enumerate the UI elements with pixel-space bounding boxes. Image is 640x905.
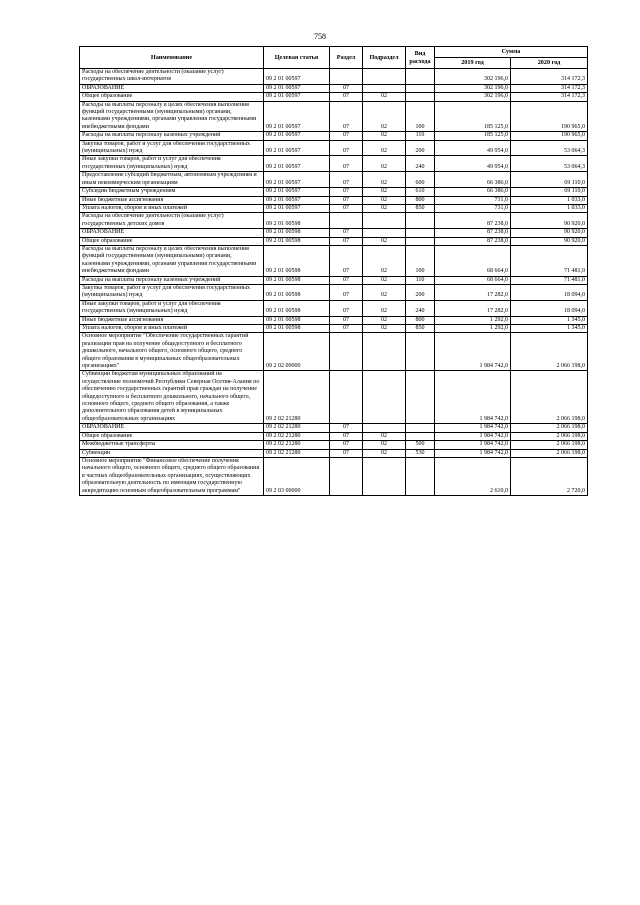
row-sum-2019: 49 954,0: [435, 156, 511, 172]
row-section: 07: [330, 93, 363, 101]
row-target: 09 2 02 21280: [264, 449, 330, 457]
row-subsection: 02: [363, 132, 406, 140]
row-name-text: Иные бюджетные ассигнования: [82, 196, 164, 203]
row-sum-2019: 1 292,0: [435, 325, 511, 333]
row-name: [80, 132, 264, 140]
row-name: [80, 457, 264, 495]
row-target: 09 2 01 00598: [264, 237, 330, 245]
table-row: [80, 188, 588, 196]
row-sum-2020: 190 965,0: [511, 132, 588, 140]
row-sum-2020: 2 066 198,0: [511, 424, 588, 432]
row-name: [80, 69, 264, 85]
row-sum-2019: 66 386,0: [435, 188, 511, 196]
row-sum-2019: 1 984 742,0: [435, 441, 511, 449]
col-header-year-2019: 2019 год: [435, 58, 511, 69]
table-header: [80, 47, 588, 69]
row-expense-type: 100: [406, 101, 435, 132]
row-name: [80, 449, 264, 457]
row-sum-2019: 2 610,0: [435, 457, 511, 495]
row-sum-2020: 18 094,0: [511, 300, 588, 316]
row-expense-type: 100: [406, 245, 435, 276]
row-subsection: [363, 69, 406, 85]
table-row: [80, 316, 588, 324]
row-target: 09 2 01 00598: [264, 245, 330, 276]
row-target: 09 2 01 00597: [264, 84, 330, 92]
row-sum-2020: 314 172,3: [511, 69, 588, 85]
table-row: [80, 325, 588, 333]
row-sum-2019: 17 282,0: [435, 300, 511, 316]
row-subsection: [363, 229, 406, 237]
row-subsection: 02: [363, 432, 406, 440]
row-section: 07: [330, 84, 363, 92]
row-name: [80, 371, 264, 424]
row-target: 09 2 02 21280: [264, 441, 330, 449]
row-section: 07: [330, 449, 363, 457]
row-subsection: 02: [363, 284, 406, 300]
row-target: 09 2 01 00597: [264, 140, 330, 156]
row-name-text: Иные бюджетные ассигнования: [82, 316, 164, 323]
table-row: [80, 424, 588, 432]
row-expense-type: 110: [406, 276, 435, 284]
row-section: 07: [330, 188, 363, 196]
row-target: 09 2 01 00598: [264, 276, 330, 284]
row-target: 09 2 02 21280: [264, 424, 330, 432]
row-target: 09 2 02 21280: [264, 432, 330, 440]
row-expense-type: [406, 229, 435, 237]
row-subsection: [363, 213, 406, 229]
row-expense-type: 240: [406, 300, 435, 316]
row-subsection: 02: [363, 300, 406, 316]
row-sum-2019: 1 984 742,0: [435, 424, 511, 432]
row-name: [80, 188, 264, 196]
row-expense-type: [406, 457, 435, 495]
row-expense-type: 500: [406, 441, 435, 449]
row-sum-2019: 1 984 742,0: [435, 449, 511, 457]
row-target: 09 2 01 00598: [264, 284, 330, 300]
row-target: 09 2 01 00597: [264, 101, 330, 132]
row-sum-2020: 1 345,0: [511, 325, 588, 333]
row-sum-2019: 1 292,0: [435, 316, 511, 324]
col-header-year-2020: 2020 год: [511, 58, 588, 69]
table-row: [80, 245, 588, 276]
row-sum-2020: 90 920,0: [511, 229, 588, 237]
row-name-text: Субвенции бюджетам муниципальных образований на осуществление полномочий Республики Северная Осетия-Алания по обеспечению государственных гарантий прав граждан на получение общедоступного и бесплатного дошкольного, начального общего, основного общего, среднего общего образования, а также дополнительного образования детей в муниципальных общеобразовательных организациях: [82, 371, 260, 422]
row-name: [80, 213, 264, 229]
row-target: 09 2 01 00597: [264, 156, 330, 172]
row-subsection: 02: [363, 237, 406, 245]
table-row: [80, 84, 588, 92]
row-name: [80, 432, 264, 440]
row-target: 09 2 01 00598: [264, 325, 330, 333]
row-section: [330, 213, 363, 229]
row-section: 07: [330, 156, 363, 172]
row-expense-type: 610: [406, 188, 435, 196]
table-row: [80, 93, 588, 101]
row-name-text: Субсидии бюджетным учреждениям: [82, 188, 176, 195]
row-sum-2019: 185 125,0: [435, 132, 511, 140]
row-name: [80, 316, 264, 324]
row-name-text: Уплата налогов, сборов и иных платежей: [82, 204, 188, 211]
table-row: [80, 432, 588, 440]
row-subsection: [363, 424, 406, 432]
row-target: 09 2 01 00597: [264, 172, 330, 188]
row-sum-2020: 71 481,0: [511, 276, 588, 284]
table-row: [80, 156, 588, 172]
table-row: [80, 276, 588, 284]
row-section: [330, 333, 363, 371]
table-row: [80, 449, 588, 457]
row-name-text: Закупка товаров, работ и услуг для обеспечения государственных (муниципальных) нужд: [82, 284, 251, 299]
row-target: 09 2 01 00597: [264, 132, 330, 140]
row-sum-2020: 69 110,0: [511, 172, 588, 188]
row-name: [80, 172, 264, 188]
row-sum-2020: 53 064,3: [511, 156, 588, 172]
row-name: [80, 196, 264, 204]
row-target: 09 2 01 00597: [264, 93, 330, 101]
row-sum-2019: 17 282,0: [435, 284, 511, 300]
row-subsection: 02: [363, 156, 406, 172]
row-sum-2019: 87 238,0: [435, 213, 511, 229]
row-target: 09 2 02 00000: [264, 333, 330, 371]
row-section: [330, 371, 363, 424]
row-sum-2020: 2 720,0: [511, 457, 588, 495]
row-subsection: 02: [363, 140, 406, 156]
row-section: 07: [330, 300, 363, 316]
row-name-text: Общее образование: [82, 432, 133, 439]
row-name-text: Расходы на выплаты персоналу казенных учреждений: [82, 132, 221, 139]
row-name-text: Субвенции: [82, 449, 111, 456]
table-row: [80, 204, 588, 212]
table-row: [80, 213, 588, 229]
row-section: 07: [330, 316, 363, 324]
row-sum-2019: 185 125,0: [435, 101, 511, 132]
row-name-text: Уплата налогов, сборов и иных платежей: [82, 325, 188, 331]
row-name-text: ОБРАЗОВАНИЕ: [82, 229, 125, 236]
row-subsection: [363, 371, 406, 424]
row-expense-type: 800: [406, 316, 435, 324]
row-name: [80, 101, 264, 132]
row-name-text: ОБРАЗОВАНИЕ: [82, 84, 125, 91]
row-section: 07: [330, 432, 363, 440]
row-section: 07: [330, 424, 363, 432]
row-subsection: 02: [363, 441, 406, 449]
table-row: [80, 457, 588, 495]
row-target: 09 2 02 21280: [264, 371, 330, 424]
row-name: [80, 300, 264, 316]
row-name: [80, 84, 264, 92]
table-row: [80, 371, 588, 424]
row-sum-2019: 49 954,0: [435, 140, 511, 156]
row-section: 07: [330, 229, 363, 237]
row-name-text: Расходы на обеспечение деятельности (оказание услуг) государственных детских домов: [82, 213, 224, 227]
row-subsection: [363, 457, 406, 495]
row-sum-2020: 190 965,0: [511, 101, 588, 132]
row-name: [80, 245, 264, 276]
row-name: [80, 229, 264, 237]
table-row: [80, 140, 588, 156]
row-subsection: [363, 84, 406, 92]
row-name: [80, 140, 264, 156]
row-subsection: 02: [363, 188, 406, 196]
col-header-sum: Сумма: [435, 47, 588, 58]
row-sum-2019: 302 196,0: [435, 93, 511, 101]
row-section: [330, 69, 363, 85]
row-expense-type: [406, 84, 435, 92]
col-header-expense-type: Вид расхода: [406, 47, 435, 69]
row-section: 07: [330, 101, 363, 132]
row-target: 09 2 01 00597: [264, 188, 330, 196]
table-row: [80, 300, 588, 316]
row-name: [80, 284, 264, 300]
row-name-text: Общее образование: [82, 93, 133, 100]
row-name: [80, 424, 264, 432]
row-expense-type: [406, 213, 435, 229]
row-name-text: Основное мероприятие "Финансовое обеспечение получения начального общего, основного общего, среднего общего образования в частных общеобразовательных организациях, осуществляющих образовательную деятельность по имеющим государственную аккредитацию основным общеобразовательным программам": [82, 457, 260, 494]
row-target: 09 2 01 00598: [264, 300, 330, 316]
budget-table: [79, 46, 588, 496]
table-row: [80, 172, 588, 188]
row-sum-2019: 68 664,0: [435, 245, 511, 276]
row-name-text: Закупка товаров, работ и услуг для обеспечения государственных (муниципальных) нужд: [82, 140, 251, 155]
row-name-text: Расходы на выплаты персоналу казенных учреждений: [82, 276, 221, 283]
row-sum-2019: 731,0: [435, 196, 511, 204]
table-row: [80, 132, 588, 140]
row-target: 09 2 01 00598: [264, 229, 330, 237]
row-section: 07: [330, 204, 363, 212]
row-sum-2020: 314 172,3: [511, 93, 588, 101]
col-header-subsection: Подраздел: [363, 47, 406, 69]
table-row: [80, 441, 588, 449]
row-expense-type: 200: [406, 140, 435, 156]
row-section: 07: [330, 325, 363, 333]
row-name: [80, 156, 264, 172]
col-header-section: Раздел: [330, 47, 363, 69]
row-name: [80, 204, 264, 212]
row-sum-2019: 68 664,0: [435, 276, 511, 284]
row-expense-type: [406, 333, 435, 371]
row-name: [80, 93, 264, 101]
row-name-text: Иные закупки товаров, работ и услуг для обеспечения государственных (муниципальных) нужд: [82, 300, 221, 315]
row-target: 09 2 01 00598: [264, 213, 330, 229]
row-name-text: Расходы на выплаты персоналу в целях обеспечения выполнения функций государственными (муниципальными) органами, казенными учреждениями, органами управления государственными внебюджетными фондами: [82, 101, 257, 130]
row-subsection: 02: [363, 325, 406, 333]
row-sum-2020: 314 172,3: [511, 84, 588, 92]
row-subsection: 02: [363, 101, 406, 132]
table-row: [80, 284, 588, 300]
row-expense-type: [406, 424, 435, 432]
row-name-text: ОБРАЗОВАНИЕ: [82, 424, 125, 431]
row-target: 09 2 03 00000: [264, 457, 330, 495]
row-section: 07: [330, 276, 363, 284]
row-name: [80, 333, 264, 371]
row-sum-2019: 1 984 742,0: [435, 432, 511, 440]
row-name: [80, 441, 264, 449]
row-section: 07: [330, 196, 363, 204]
row-sum-2019: 731,0: [435, 204, 511, 212]
table-row: [80, 196, 588, 204]
row-section: 07: [330, 237, 363, 245]
table-row: [80, 237, 588, 245]
row-subsection: 02: [363, 276, 406, 284]
table-row: [80, 229, 588, 237]
row-expense-type: [406, 432, 435, 440]
row-target: 09 2 01 00597: [264, 69, 330, 85]
row-name: [80, 325, 264, 333]
row-subsection: 02: [363, 93, 406, 101]
row-sum-2020: 71 481,0: [511, 245, 588, 276]
table-row: [80, 69, 588, 85]
row-expense-type: 200: [406, 284, 435, 300]
row-sum-2020: 18 094,0: [511, 284, 588, 300]
row-name-text: Расходы на выплаты персоналу в целях обеспечения выполнения функций государственными (муниципальными) органами, казенными учреждениями, органами управления государственными внебюджетными фондами: [82, 245, 257, 275]
row-sum-2019: 66 386,0: [435, 172, 511, 188]
row-expense-type: [406, 93, 435, 101]
row-name-text: Межбюджетные трансферты: [82, 441, 156, 448]
row-sum-2020: 2 066 198,0: [511, 449, 588, 457]
row-name-text: Предоставление субсидий бюджетным, автономным учреждениям и иным некоммерческим организациям: [82, 172, 257, 186]
row-sum-2019: 87 238,0: [435, 229, 511, 237]
table-row: [80, 101, 588, 132]
row-sum-2020: 53 064,3: [511, 140, 588, 156]
col-header-target: Целевая статья: [264, 47, 330, 69]
row-sum-2020: 2 066 198,0: [511, 441, 588, 449]
row-expense-type: [406, 69, 435, 85]
row-expense-type: 600: [406, 172, 435, 188]
row-section: 07: [330, 140, 363, 156]
row-target: 09 2 01 00597: [264, 196, 330, 204]
row-expense-type: [406, 371, 435, 424]
row-subsection: 02: [363, 449, 406, 457]
row-section: 07: [330, 284, 363, 300]
row-expense-type: 850: [406, 204, 435, 212]
row-sum-2020: 2 066 198,0: [511, 333, 588, 371]
row-sum-2020: 2 066 198,0: [511, 371, 588, 424]
row-expense-type: 240: [406, 156, 435, 172]
row-section: [330, 457, 363, 495]
row-subsection: 02: [363, 196, 406, 204]
row-section: 07: [330, 172, 363, 188]
row-expense-type: 800: [406, 196, 435, 204]
row-sum-2020: 1 033,0: [511, 204, 588, 212]
table-body: [80, 69, 588, 496]
row-sum-2019: 302 196,0: [435, 84, 511, 92]
row-sum-2020: 1 345,0: [511, 316, 588, 324]
row-name-text: Иные закупки товаров, работ и услуг для обеспечения государственных (муниципальных) нужд: [82, 156, 221, 170]
row-sum-2020: 69 110,0: [511, 188, 588, 196]
row-section: 07: [330, 245, 363, 276]
row-sum-2020: 90 920,0: [511, 237, 588, 245]
row-section: 07: [330, 132, 363, 140]
row-expense-type: 850: [406, 325, 435, 333]
row-sum-2020: 1 033,0: [511, 196, 588, 204]
row-subsection: 02: [363, 172, 406, 188]
row-sum-2019: 1 984 742,0: [435, 371, 511, 424]
row-section: 07: [330, 441, 363, 449]
row-target: 09 2 01 00597: [264, 204, 330, 212]
row-sum-2019: 87 238,0: [435, 237, 511, 245]
row-name: [80, 237, 264, 245]
row-expense-type: 110: [406, 132, 435, 140]
table-row: [80, 333, 588, 371]
row-name-text: Основное мероприятие "Обеспечение государственных гарантий реализации прав на получение общедоступного и бесплатного дошкольного, начального общего, основного общего, среднего общего образования в муниципальных общеобразовательных организациях": [82, 333, 249, 370]
row-name-text: Общее образование: [82, 237, 133, 244]
row-expense-type: 530: [406, 449, 435, 457]
row-subsection: 02: [363, 245, 406, 276]
row-name: [80, 276, 264, 284]
row-expense-type: [406, 237, 435, 245]
page-number: 758: [314, 32, 326, 41]
row-target: 09 2 01 00598: [264, 316, 330, 324]
col-header-name: Наименование: [80, 47, 264, 69]
row-subsection: 02: [363, 204, 406, 212]
row-name-text: Расходы на обеспечение деятельности (оказание услуг) государственных школ-интернатов: [82, 69, 224, 83]
row-sum-2020: 90 920,0: [511, 213, 588, 229]
row-sum-2019: 1 984 742,0: [435, 333, 511, 371]
row-subsection: 02: [363, 316, 406, 324]
row-sum-2019: 302 196,0: [435, 69, 511, 85]
row-subsection: [363, 333, 406, 371]
row-sum-2020: 2 066 198,0: [511, 432, 588, 440]
